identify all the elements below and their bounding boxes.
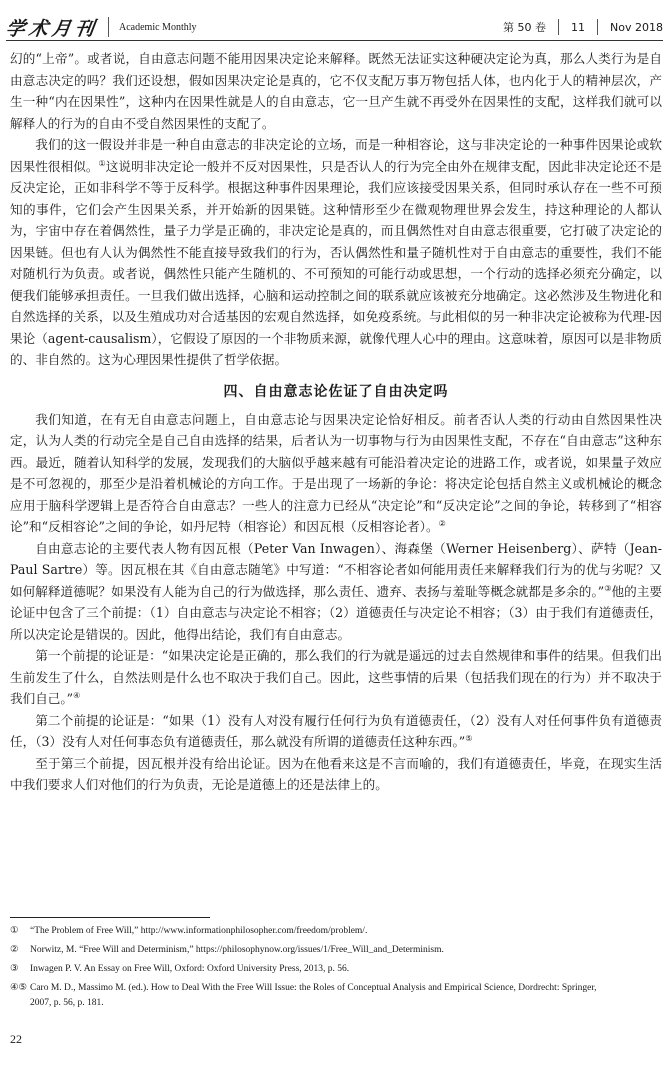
footnote-mark: ② [10, 945, 19, 955]
footnote-mark: ③ [10, 964, 19, 974]
paragraph-text: 第一个前提的论证是：“如果决定论是正确的，那么我们的行为就是遥远的过去自然规律和事件的结果。但我们出生前发生了什么，自然法则是什么也不取决于我们自己。因此，这些事情的后果（包括我们现在的行为）并不取决于我们自己。” [10, 648, 662, 706]
footnotes [10, 924, 662, 1015]
footnote-separator [10, 917, 210, 918]
paragraph: 幻的“上帝”。或者说，自由意志问题不能用因果决定论来解释。既然无法证实这种硬决定论为真，那么人类行为是自由意志决定的吗？我们还设想，假如因果决定论是真的，它不仅支配万事万物包括人体，也内化于人的精神层次，产生一种“内在因果性”，这种内在因果性就是人的自由意志，它一旦产生就不再受外在因果性的支配，这样我们就可以解释人的行为的自由不受自然因果性的支配了。 [10, 51, 662, 131]
paragraph: 至于第三个前提，因瓦根并没有给出论证。因为在他看来这是不言而喻的，我们有道德责任，毕竟，在现实生活中我们要求人们对他们的行为负责，无论是道德上的还是法律上的。 [10, 755, 662, 792]
footnote-text: Norwitz, M. “Free Will and Determinism,” https://philosophynow.org/issues/1/Free_Will_and_Determinism. [30, 945, 444, 955]
footnote-text-continued: 2007, p. 56, p. 181. [30, 998, 104, 1008]
page-number: 22 [10, 1032, 22, 1046]
paragraph-text: 自由意志论的主要代表人物有因瓦根（Peter Van Inwagen）、海森堡（Werner Heisenberg）、萨特（Jean-Paul Sartre）等。因瓦根在其《自由意志随笔》中写道：“不相容论者如何能用责任来解释我们行为的优与劣呢？又如何解释道德呢？如果没有人能为自己的行为做选择，那么责任、遗弃、表扬与羞耻等概念就都是多余的。” [10, 540, 662, 599]
footnote [10, 943, 662, 958]
footnote [10, 981, 662, 1011]
article-body [10, 48, 662, 796]
paragraph [10, 710, 662, 753]
paragraph-text: 第二个前提的论证是：“如果（1）没有人对没有履行任何行为负有道德责任，（2）没有人对任何事件负有道德责任，（3）没有人对任何事态负有道德责任，那么就没有所谓的道德责任这种东西。” [10, 712, 662, 749]
header-divider [108, 17, 109, 37]
volume-label: 第 50 卷 [503, 21, 547, 34]
footnote-text-block [30, 981, 662, 1011]
paragraph-text: 这说明非决定论一般并不反对因果性，只是否认人的行为完全由外在规律支配，因此非决定论还不是反决定论，正如非科学不等于反科学。根据这种事件因果理论，我们应该接受因果关系，但同时承认存在一些不可预知的事件，它们会产生因果关系，并开始新的因果链。这种情形至少在微观物理世界会发生，持这种理论的人都认为，宇宙中存在着偶然性，量子力学是正确的，非决定论是真的，而且偶然性对自由意志很重要，它打破了决定论的因果链。但也有人认为偶然性不能直接导致我们的行为，否认偶然性和量子随机性对于自由意志的重要性，我们不能对随机行为负责。或者说，偶然性只能产生随机的、不可预知的可能行动或思想，一个行动的选择必须充分确定，以便我们能够承担责任。一旦我们做出选择，心脑和运动控制之间的联系就应该被充分地确定。这必然涉及生物进化和自然选择的关系，以及生殖成功对合适基因的宏观自然选择，如免疫系统。与此相似的另一种非决定论被称为代理-因果论（agent-causalism），它假设了原因的一个非物质来源，就像代理人心中的理由。这意味着，原因可以是非物质的、非自然的。这为心理因果性提供了哲学依据。 [10, 158, 663, 367]
journal-logo: 学术月刊 [4, 17, 100, 40]
issue-date: Nov 2018 [610, 20, 663, 34]
paragraph-text: 他的主要论证中包含了三个前提：（1）自由意志与决定论不相容；（2）道德责任与决定论不相容；（3）由于我们有道德责任，所以决定论是错误的。因此，他得出结论，我们有自由意志。 [10, 583, 663, 642]
footnote-text: Inwagen P. V. An Essay on Free Will, Oxford: Oxford University Press, 2013, p. 56. [30, 964, 350, 974]
footnote-ref[interactable]: ③ [604, 583, 612, 593]
footnote-text: “The Problem of Free Will,” http://www.informationphilosopher.com/freedom/problem/. [30, 926, 368, 936]
footnote-mark: ④⑤ [10, 983, 28, 993]
paragraph-text: 我们知道，在有无自由意志问题上，自由意志论与因果决定论恰好相反。前者否认人类的行动由自然因果性决定，认为人类的行动完全是自己自由选择的结果，后者认为一切事物与行为由因果性支配，不存在“自由意志”这种东西。最近，随着认知科学的发展，发现我们的大脑似乎越来越有可能沿着决定论的进路工作，或者说，如果量子效应是不可忽视的，那至少是沿着机械论的方向工作。于是出现了一场新的争论：将决定论包括自然主义或机械论的概念应用于脑科学逻辑上是否符合自由意志？一些人的注意力已经从“决定论”和“反决定论”之间的争论，转移到了“相容论”和“反相容论”之间的争论，如丹尼特（相容论）和因瓦根（反相容论者）。 [10, 411, 662, 534]
footnote-text: Caro M. D., Massimo M. (ed.). How to Deal With the Free Will Issue: the Roles of Conceptual Analysis and Empirical Science, Dordrecht: Springer, [30, 983, 597, 993]
issue-number: 11 [571, 20, 586, 34]
footnote-ref[interactable]: ④ [73, 690, 81, 700]
paragraph [10, 538, 662, 646]
footnote [10, 962, 662, 977]
journal-english-title: Academic Monthly [119, 21, 197, 33]
paragraph [10, 645, 662, 710]
footnote [10, 924, 662, 939]
footnote-mark: ① [10, 926, 19, 936]
section-heading: 四、自由意志论佐证了自由决定吗 [223, 383, 449, 400]
footnote-ref[interactable]: ① [98, 158, 106, 168]
paragraph-text: 我们的这一假设并非是一种自由意志的非决定论的立场，而是一种相容论，这与非决定论的一种事件因果论或软因果性很相似。 [10, 137, 662, 174]
paragraph [10, 409, 662, 538]
page-header [6, 14, 663, 41]
footnote-ref[interactable]: ② [438, 518, 446, 528]
footnote-ref[interactable]: ⑤ [465, 733, 473, 743]
paragraph [10, 134, 662, 371]
